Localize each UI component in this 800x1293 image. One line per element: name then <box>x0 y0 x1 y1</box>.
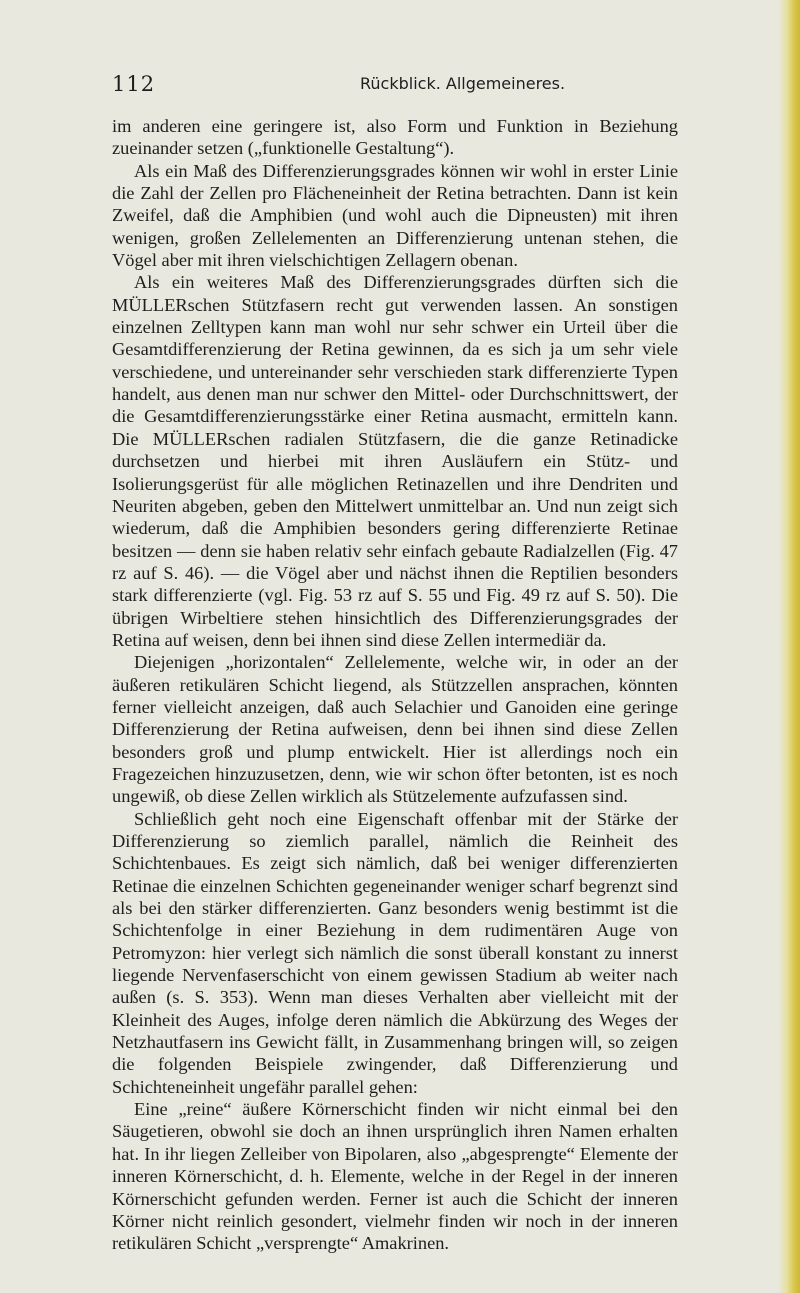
paragraph-1: im anderen eine geringere ist, also Form und Funktion in Beziehung zueinander setzen („funktionelle Gestaltung“). <box>112 116 678 159</box>
page-header <box>112 72 672 102</box>
running-title: Rückblick. Allgemeineres. <box>360 74 566 93</box>
paragraph-5: Schließlich geht noch eine Eigenschaft offenbar mit der Stärke der Differenzierung so ziemlich parallel, nämlich die Reinheit des Schichtenbaues. Es zeigt sich nämlich, daß bei weniger differenzierten Retinae die einzelnen Schichten gegeneinander weniger scharf begrenzt sind als bei den stärker differenzierten. Ganz besonders wenig bestimmt ist die Schichtenfolge in einer Beziehung in dem rudimentären Auge von Petromyzon: hier verlegt sich nämlich die sonst überall konstant zu innerst liegende Nervenfaserschicht von einem gewissen Stadium ab weiter nach außen (s. S. 353). Wenn man dieses Verhalten aber vielleicht mit der Kleinheit des Auges, infolge deren nämlich die Abkürzung des Weges der Netzhautfasern ins Gewicht fällt, in Zusammenhang bringen will, so zeigen die folgenden Beispiele zwingender, daß Differenzierung und Schichteneinheit ungefähr parallel gehen: <box>112 808 678 1097</box>
page-edge-shading <box>778 0 800 1293</box>
paragraph-4: Diejenigen „horizontalen“ Zellelemente, welche wir, in oder an der äußeren retikulären Schicht liegend, als Stützzellen ansprachen, könnten ferner vielleicht anzeigen, daß auch Selachier und Ganoiden eine geringe Differenzierung der Retina aufweisen, denn bei ihnen sind diese Zellen besonders groß und plump entwickelt. Hier ist allerdings noch ein Fragezeichen hinzuzusetzen, denn, wie wir schon öfter betonten, ist es noch ungewiß, ob diese Zellen wirklich als Stützelemente aufzufassen sind. <box>112 652 678 807</box>
paragraph-3: Als ein weiteres Maß des Differenzierungsgrades dürften sich die MÜLLERschen Stützfasern recht gut verwenden lassen. An sonstigen einzelnen Zelltypen kann man wohl nur sehr schwer ein Urteil über die Gesamtdifferenzierung der Retina gewinnen, da es sich ja um sehr viele verschiedene, und untereinander sehr verschieden stark differenzierte Typen handelt, aus denen man nur schwer den Mittel- oder Durchschnittswert, der die Gesamtdifferenzierungsstärke einer Retina ausmacht, ermitteln kann. Die MÜLLERschen radialen Stützfasern, die die ganze Retinadicke durchsetzen und hierbei mit ihren Ausläufern ein Stütz- und Isolierungsgerüst für alle möglichen Retinazellen und ihre Dendriten und Neuriten abgeben, geben den Mittelwert unmittelbar an. Und nun zeigt sich wiederum, daß die Amphibien besonders gering differenzierte Retinae besitzen — denn sie haben relativ sehr einfach gebaute Radialzellen (Fig. 47 rz auf S. 46). — die Vögel aber und nächst ihnen die Reptilien besonders stark differenzierte (vgl. Fig. 53 rz auf S. 55 und Fig. 49 rz auf S. 50). Die übrigen Wirbeltiere stehen hinsichtlich des Differenzierungsgrades der Retina auf weisen, denn bei ihnen sind diese Zellen intermediär da. <box>112 272 678 650</box>
paragraph-6: Eine „reine“ äußere Körnerschicht finden wir nicht einmal bei den Säugetieren, obwohl sie doch an ihnen ursprünglich ihren Namen erhalten hat. In ihr liegen Zelleiber von Bipolaren, also „abgesprengte“ Elemente der inneren Körnerschicht, d. h. Elemente, welche in der Regel in der inneren Körnerschicht gefunden werden. Ferner ist auch die Schicht der inneren Körner nicht reinlich gesondert, vielmehr finden wir noch in der inneren retikulären Schicht „versprengte“ Amakrinen. <box>112 1099 678 1254</box>
body-text <box>112 115 678 1255</box>
paragraph-2: Als ein Maß des Differenzierungsgrades können wir wohl in erster Linie die Zahl der Zellen pro Flächeneinheit der Retina betrachten. Dann ist kein Zweifel, daß die Amphibien (und wohl auch die Dipneusten) mit ihren wenigen, großen Zellelementen an Differenzierung untenan stehen, die Vögel aber mit ihren vielschichtigen Zellagern obenan. <box>112 160 678 271</box>
page-number: 112 <box>112 72 156 96</box>
